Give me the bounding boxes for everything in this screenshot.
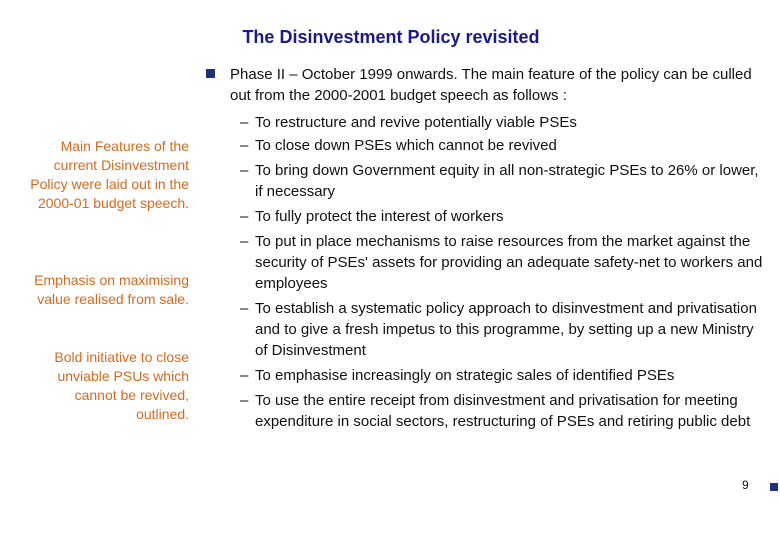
- dash-bullet-icon: –: [240, 367, 249, 384]
- page-number: 9: [742, 478, 749, 492]
- list-item: [206, 365, 766, 386]
- list-item-text: To use the entire receipt from disinvestment and privatisation for meeting expenditure in social sectors, restructuring of PSEs and retiring public debt: [255, 392, 751, 430]
- list-item-text: To restructure and revive potentially viable PSEs: [255, 114, 577, 131]
- list-item: [206, 298, 766, 361]
- list-item: [206, 112, 766, 133]
- list-item: [206, 206, 766, 227]
- dash-bullet-icon: –: [240, 233, 249, 250]
- list-item-text: To close down PSEs which cannot be revived: [255, 137, 557, 154]
- sidebar-note-initiative: Bold initiative to close unviable PSUs which cannot be revived, outlined.: [54, 349, 189, 422]
- sidebar-note-emphasis: Emphasis on maximising value realised from sale.: [34, 272, 189, 307]
- list-item-text: To put in place mechanisms to raise resources from the market against the security of PSEs' assets for providing an adequate safety-net to workers and employees: [255, 233, 763, 292]
- list-item-text: To fully protect the interest of workers: [255, 208, 504, 225]
- dash-bullet-icon: –: [240, 137, 249, 154]
- list-item: [206, 231, 766, 294]
- list-item: [206, 390, 766, 432]
- list-item: [206, 160, 766, 202]
- dash-bullet-icon: –: [240, 300, 249, 317]
- dash-bullet-icon: –: [240, 114, 249, 131]
- corner-square-icon: [770, 483, 778, 491]
- list-item: [206, 135, 766, 156]
- phase-bullet: [206, 64, 766, 106]
- sidebar-note-features: Main Features of the current Disinvestment Policy were laid out in the 2000-01 budget speech.: [30, 138, 189, 211]
- dash-bullet-icon: –: [240, 162, 249, 179]
- policy-features-list: [206, 112, 766, 432]
- phase-bullet-text: Phase II – October 1999 onwards. The main feature of the policy can be culled out from the 2000-2001 budget speech as follows :: [230, 66, 752, 104]
- main-content: [206, 64, 766, 432]
- dash-bullet-icon: –: [240, 208, 249, 225]
- list-item-text: To establish a systematic policy approach to disinvestment and privatisation and to give a fresh impetus to this programme, by setting up a new Ministry of Disinvestment: [255, 300, 757, 359]
- dash-bullet-icon: –: [240, 392, 249, 409]
- list-item-text: To emphasise increasingly on strategic sales of identified PSEs: [255, 367, 675, 384]
- slide-title: The Disinvestment Policy revisited: [242, 27, 540, 47]
- square-bullet-icon: [206, 69, 215, 78]
- list-item-text: To bring down Government equity in all non-strategic PSEs to 26% or lower, if necessary: [255, 162, 759, 200]
